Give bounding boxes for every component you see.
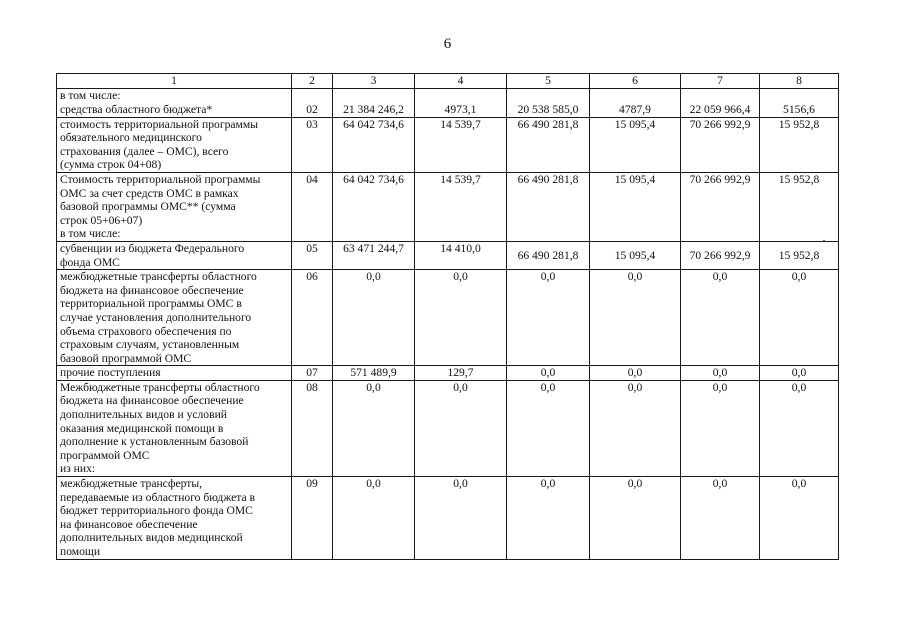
value-cell bbox=[333, 172, 415, 241]
table-row bbox=[57, 477, 839, 560]
row-code bbox=[292, 172, 333, 241]
value-cell bbox=[590, 477, 681, 560]
value-cell bbox=[681, 366, 760, 381]
value-cell bbox=[681, 172, 760, 241]
value-text: 0,0 bbox=[366, 270, 381, 284]
value-text: 66 490 281,8 bbox=[517, 172, 579, 186]
value-text: 0,0 bbox=[540, 366, 556, 380]
value-cell bbox=[681, 380, 760, 476]
value-cell bbox=[760, 241, 839, 269]
value-cell bbox=[760, 366, 839, 381]
value-text: 66 490 281,8 bbox=[517, 248, 579, 262]
row-code bbox=[292, 89, 333, 118]
value-text: 21 384 246,2 bbox=[343, 103, 404, 116]
row-code-text: 09 bbox=[306, 477, 318, 491]
value-cell bbox=[590, 380, 681, 476]
header-cell: 3 bbox=[333, 74, 415, 89]
header-cell: 4 bbox=[415, 74, 507, 89]
value-text: 70 266 992,9 bbox=[689, 248, 751, 262]
value-cell bbox=[590, 172, 681, 241]
row-label-line: страхования (далее – ОМС), всего bbox=[60, 144, 229, 158]
row-code-text: 07 bbox=[306, 366, 318, 380]
header-cell: 5 bbox=[507, 74, 590, 89]
value-text: 0,0 bbox=[712, 366, 728, 380]
header-cell: 8 bbox=[760, 74, 839, 89]
value-text: 14 539,7 bbox=[440, 172, 481, 186]
value-cell bbox=[333, 241, 415, 269]
row-label-line: из них: bbox=[60, 462, 96, 476]
row-label-line: базовой программы ОМС** (сумма bbox=[60, 200, 236, 214]
value-text: 0,0 bbox=[712, 477, 728, 491]
row-label bbox=[57, 366, 292, 381]
value-text: 15 952,8 bbox=[778, 248, 820, 262]
header-cell: 1 bbox=[57, 74, 292, 89]
value-text: 0,0 bbox=[366, 477, 381, 491]
row-label-line: строк 05+06+07) bbox=[60, 213, 143, 227]
row-label-line: программой ОМС bbox=[60, 448, 150, 462]
table-row bbox=[57, 380, 839, 476]
row-code bbox=[292, 117, 333, 172]
value-text: 4787,9 bbox=[619, 103, 651, 116]
header-cell: 7 bbox=[681, 74, 760, 89]
value-cell bbox=[415, 366, 507, 381]
table-row bbox=[57, 89, 839, 118]
table-row bbox=[57, 270, 839, 366]
row-label bbox=[57, 241, 292, 269]
value-text: 0,0 bbox=[540, 270, 556, 284]
value-cell bbox=[333, 380, 415, 476]
value-text: 20 538 585,0 bbox=[517, 103, 579, 116]
value-cell bbox=[760, 117, 839, 172]
header-cell: 2 bbox=[292, 74, 333, 89]
value-text: 63 471 244,7 bbox=[343, 241, 404, 255]
row-label-line: прочие поступления bbox=[60, 366, 161, 380]
value-cell bbox=[760, 477, 839, 560]
row-label-line: стоимость территориальной программы bbox=[60, 117, 258, 131]
value-text: 0,0 bbox=[627, 366, 643, 380]
value-cell bbox=[681, 89, 760, 118]
value-text: 0,0 bbox=[627, 477, 643, 491]
row-label-line: средства областного бюджета* bbox=[60, 102, 213, 116]
header-cell: 6 bbox=[590, 74, 681, 89]
row-label-line: (сумма строк 04+08) bbox=[60, 158, 162, 172]
value-text: 0,0 bbox=[627, 380, 643, 394]
row-label-line: фонда ОМС bbox=[60, 255, 120, 269]
value-text: 0,0 bbox=[791, 270, 807, 284]
value-cell bbox=[507, 117, 590, 172]
row-label-line: на финансовое обеспечение bbox=[60, 517, 198, 531]
row-label bbox=[57, 380, 292, 476]
budget-table bbox=[56, 73, 839, 560]
value-cell bbox=[507, 270, 590, 366]
value-text: 15 095,4 bbox=[614, 172, 656, 186]
value-cell bbox=[760, 270, 839, 366]
table-row bbox=[57, 117, 839, 172]
value-cell bbox=[415, 117, 507, 172]
value-cell bbox=[760, 172, 839, 241]
row-label-line: территориальной программы ОМС в bbox=[60, 297, 242, 311]
row-label-line: помощи bbox=[60, 545, 101, 558]
page-number: 6 bbox=[443, 36, 452, 52]
value-text: 15 095,4 bbox=[614, 117, 656, 131]
row-label-line: дополнение к установленным базовой bbox=[60, 435, 249, 449]
row-label-line: базовой программой ОМС bbox=[60, 351, 192, 365]
value-cell bbox=[590, 366, 681, 381]
table-row bbox=[57, 172, 839, 241]
value-cell bbox=[507, 380, 590, 476]
value-text: 0,0 bbox=[627, 270, 643, 284]
value-cell bbox=[681, 241, 760, 269]
value-text: 70 266 992,9 bbox=[689, 117, 751, 131]
row-code bbox=[292, 477, 333, 560]
row-label-line: передаваемые из областного бюджета в bbox=[60, 490, 255, 504]
value-cell bbox=[333, 89, 415, 118]
value-cell bbox=[760, 380, 839, 476]
row-label bbox=[57, 117, 292, 172]
value-text: 571 489,9 bbox=[350, 366, 397, 380]
value-text: 0,0 bbox=[791, 366, 807, 380]
value-cell bbox=[681, 270, 760, 366]
value-cell bbox=[333, 477, 415, 560]
value-text: 0,0 bbox=[540, 477, 556, 491]
row-label-line: Стоимость территориальной программы bbox=[60, 172, 261, 186]
row-label-line: оказания медицинской помощи в bbox=[60, 421, 224, 435]
value-cell bbox=[415, 241, 507, 269]
row-label-line: дополнительных видов и условий bbox=[60, 408, 227, 422]
value-cell bbox=[681, 477, 760, 560]
row-label-line: случае установления дополнительного bbox=[60, 310, 252, 324]
value-cell bbox=[333, 117, 415, 172]
value-text: 0,0 bbox=[712, 380, 728, 394]
row-label-line: межбюджетные трансферты областного bbox=[60, 270, 257, 284]
value-text: 0,0 bbox=[453, 380, 468, 394]
stray-dot bbox=[823, 240, 825, 242]
value-cell bbox=[590, 241, 681, 269]
table-row bbox=[57, 366, 839, 381]
value-cell bbox=[333, 270, 415, 366]
row-code-text: 06 bbox=[306, 270, 318, 284]
value-text: 64 042 734,6 bbox=[343, 172, 404, 186]
row-label-line: субвенции из бюджета Федерального bbox=[60, 241, 245, 255]
row-label-line: в том числе: bbox=[60, 89, 121, 102]
value-text: 0,0 bbox=[791, 477, 807, 491]
value-cell bbox=[333, 366, 415, 381]
value-text: 15 952,8 bbox=[778, 172, 820, 186]
row-code-text: 02 bbox=[306, 103, 318, 116]
value-text: 15 095,4 bbox=[614, 248, 656, 262]
row-label-line: бюджета на финансовое обеспечение bbox=[60, 394, 244, 408]
value-text: 129,7 bbox=[447, 366, 474, 380]
value-text: 0,0 bbox=[540, 380, 556, 394]
row-code-text: 04 bbox=[306, 172, 318, 186]
row-label bbox=[57, 270, 292, 366]
value-cell bbox=[507, 241, 590, 269]
value-cell bbox=[415, 477, 507, 560]
table-row bbox=[57, 241, 839, 269]
row-code bbox=[292, 380, 333, 476]
value-cell bbox=[681, 117, 760, 172]
value-cell bbox=[507, 366, 590, 381]
value-text: 0,0 bbox=[366, 380, 381, 394]
row-label-line: бюджет территориального фонда ОМС bbox=[60, 504, 253, 518]
row-code bbox=[292, 270, 333, 366]
value-text: 15 952,8 bbox=[778, 117, 820, 131]
row-label-line: в том числе: bbox=[60, 227, 121, 241]
row-code bbox=[292, 366, 333, 381]
value-cell bbox=[415, 270, 507, 366]
row-label-line: бюджета на финансовое обеспечение bbox=[60, 283, 244, 297]
value-text: 70 266 992,9 bbox=[689, 172, 751, 186]
row-label-line: межбюджетные трансферты, bbox=[60, 477, 203, 491]
row-label-line: ОМС за счет средств ОМС в рамках bbox=[60, 186, 239, 200]
value-cell bbox=[507, 172, 590, 241]
value-cell bbox=[590, 117, 681, 172]
row-label bbox=[57, 172, 292, 241]
row-label-line: страховым случаям, установленным bbox=[60, 338, 240, 352]
value-text: 0,0 bbox=[791, 380, 807, 394]
value-text: 4973,1 bbox=[444, 103, 477, 116]
value-text: 66 490 281,8 bbox=[517, 117, 579, 131]
value-text: 5156,6 bbox=[783, 103, 815, 116]
row-label bbox=[57, 477, 292, 560]
row-label-line: дополнительных видов медицинской bbox=[60, 531, 243, 545]
value-text: 0,0 bbox=[712, 270, 728, 284]
row-label bbox=[57, 89, 292, 118]
value-text: 14 539,7 bbox=[440, 117, 481, 131]
value-cell bbox=[760, 89, 839, 118]
value-cell bbox=[415, 380, 507, 476]
row-label-line: обязательного медицинского bbox=[60, 131, 202, 145]
row-code bbox=[292, 241, 333, 269]
value-cell bbox=[415, 172, 507, 241]
value-cell bbox=[507, 89, 590, 118]
value-text: 0,0 bbox=[453, 270, 468, 284]
value-cell bbox=[590, 270, 681, 366]
value-cell bbox=[415, 89, 507, 118]
value-text: 0,0 bbox=[453, 477, 468, 491]
row-code-text: 03 bbox=[306, 117, 318, 131]
value-cell bbox=[590, 89, 681, 118]
row-code-text: 05 bbox=[306, 241, 318, 255]
row-label-line: объема страхового обеспечения по bbox=[60, 324, 232, 338]
value-text: 14 410,0 bbox=[440, 241, 481, 255]
value-text: 22 059 966,4 bbox=[689, 103, 751, 116]
table-header-row bbox=[57, 74, 839, 89]
value-text: 64 042 734,6 bbox=[343, 117, 404, 131]
row-label-line: Межбюджетные трансферты областного bbox=[60, 380, 260, 394]
row-code-text: 08 bbox=[306, 380, 318, 394]
value-cell bbox=[507, 477, 590, 560]
